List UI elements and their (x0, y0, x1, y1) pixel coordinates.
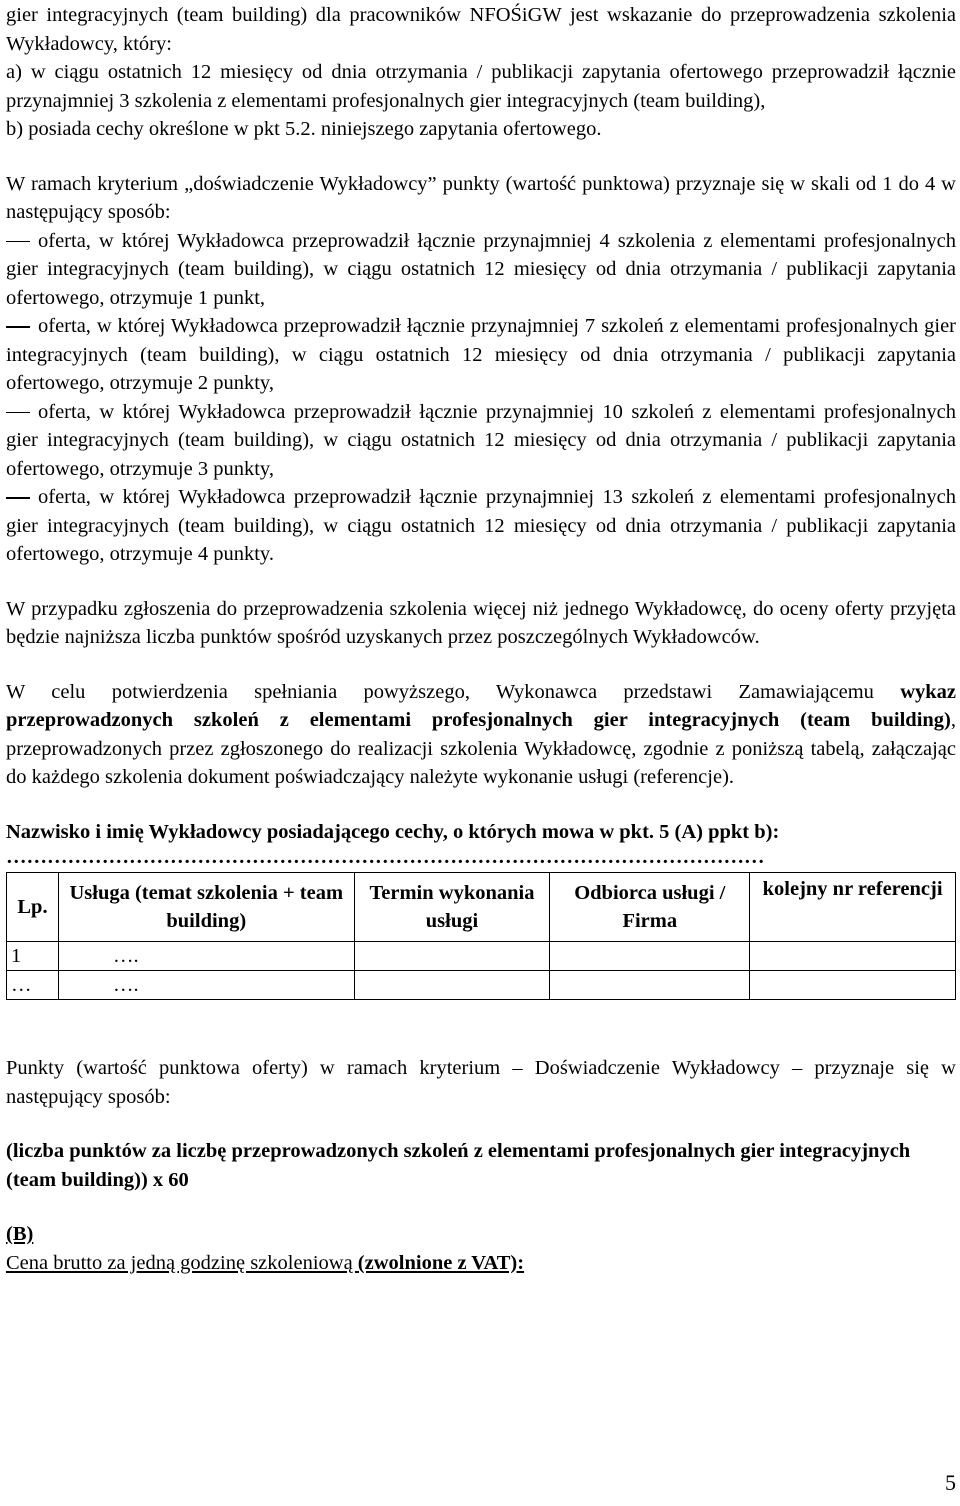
table-header-cell: kolejny nr referencji (750, 873, 956, 942)
table-cell: 1 (7, 942, 59, 971)
intro-paragraph: gier integracyjnych (team building) dla pracowników NFOŚiGW jest wskazanie do przeprowadzenia szkolenia Wykładowcy, który: (6, 4, 956, 55)
table-cell: … (7, 971, 59, 1000)
criterion-lead: W ramach kryterium „doświadczenie Wykładowcy” punkty (wartość punktowa) przyznaje się w skali od 1 do 4 w następujący sposób: (6, 172, 956, 223)
section-b-title-bold: (zwolnione z VAT): (357, 1251, 525, 1274)
table-cell (354, 942, 550, 971)
criterion-item: oferta, w której Wykładowca przeprowadził łącznie przynajmniej 13 szkoleń z elementami profesjonalnych gier integracyjnych (team building), w ciągu ostatnich 12 miesięcy od dnia otrzymania / publikacji zapytania ofertowego, otrzymuje 4 punkty. (6, 483, 956, 569)
section-b-title (6, 1249, 956, 1278)
page-number: 5 (945, 1470, 956, 1495)
table-header-cell: Termin wykonania usługi (354, 873, 550, 942)
table-header-cell: Lp. (7, 873, 59, 942)
table-cell (550, 942, 750, 971)
table-header-cell: Odbiorca usługi / Firma (550, 873, 750, 942)
condition-b: b) posiada cechy określone w pkt 5.2. niniejszego zapytania ofertowego. (6, 118, 602, 140)
lecturer-name-dots: ………………………………………………………………………………………………… (6, 846, 765, 868)
table-cell: …. (58, 971, 354, 1000)
section-b-label: (B) (6, 1223, 34, 1245)
table-cell (550, 971, 750, 1000)
confirmation-text-post: , przeprowadzonych przez zgłoszonego do realizacji szkolenia Wykładowcę, zgodnie z poniższą tabelą, załączając do każdego szkolenia dokument poświadczający należyte wykonanie usługi (referencje). (6, 709, 956, 788)
section-b-title-plain: Cena brutto za jedną godzinę szkoleniową (6, 1251, 358, 1274)
table-header-row (7, 873, 956, 942)
criterion-item: oferta, w której Wykładowca przeprowadził łącznie przynajmniej 7 szkoleń z elementami profesjonalnych gier integracyjnych (team building), w ciągu ostatnich 12 miesięcy od dnia otrzymania / publikacji zapytania ofertowego, otrzymuje 2 punkty, (6, 312, 956, 398)
confirmation-text-bold: wykaz przeprowadzonych szkoleń z elementami profesjonalnych gier integracyjnych (team building) (6, 680, 956, 731)
criterion-item: oferta, w której Wykładowca przeprowadził łącznie przynajmniej 10 szkoleń z elementami profesjonalnych gier integracyjnych (team building), w ciągu ostatnich 12 miesięcy od dnia otrzymania / publikacji zapytania ofertowego, otrzymuje 3 punkty, (6, 398, 956, 484)
trainings-table (6, 872, 956, 1000)
document-page (6, 0, 956, 1277)
condition-a: a) w ciągu ostatnich 12 miesięcy od dnia otrzymania / publikacji zapytania ofertowego przeprowadził łącznie przynajmniej 3 szkolenia z elementami profesjonalnych gier integracyjnych (team building), (6, 61, 956, 112)
confirmation-paragraph (6, 678, 956, 792)
table-cell (354, 971, 550, 1000)
multiple-lecturers-paragraph: W przypadku zgłoszenia do przeprowadzenia szkolenia więcej niż jednego Wykładowcę, do oceny oferty przyjęta będzie najniższa liczba punktów spośród uzyskanych przez poszczególnych Wykładowców. (6, 597, 956, 648)
confirmation-text-pre: W celu potwierdzenia spełniania powyższego, Wykonawca przedstawi Zamawiającemu (6, 680, 901, 703)
table-cell (750, 971, 956, 1000)
table-cell: …. (58, 942, 354, 971)
table-cell (750, 942, 956, 971)
table-row (7, 971, 956, 1000)
table-header-cell: Usługa (temat szkolenia + team building) (58, 873, 354, 942)
table-row (7, 942, 956, 971)
points-paragraph: Punkty (wartość punktowa oferty) w ramach kryterium – Doświadczenie Wykładowcy – przyznaje się w następujący sposób: (6, 1057, 956, 1108)
points-formula: (liczba punktów za liczbę przeprowadzonych szkoleń z elementami profesjonalnych gier integracyjnych (team building)) x 60 (6, 1140, 911, 1191)
lecturer-heading: Nazwisko i imię Wykładowcy posiadającego cechy, o których mowa w pkt. 5 (A) ppkt b): (6, 820, 780, 843)
criterion-item: oferta, w której Wykładowca przeprowadził łącznie przynajmniej 4 szkolenia z elementami profesjonalnych gier integracyjnych (team building), w ciągu ostatnich 12 miesięcy od dnia otrzymania / publikacji zapytania ofertowego, otrzymuje 1 punkt, (6, 227, 956, 313)
